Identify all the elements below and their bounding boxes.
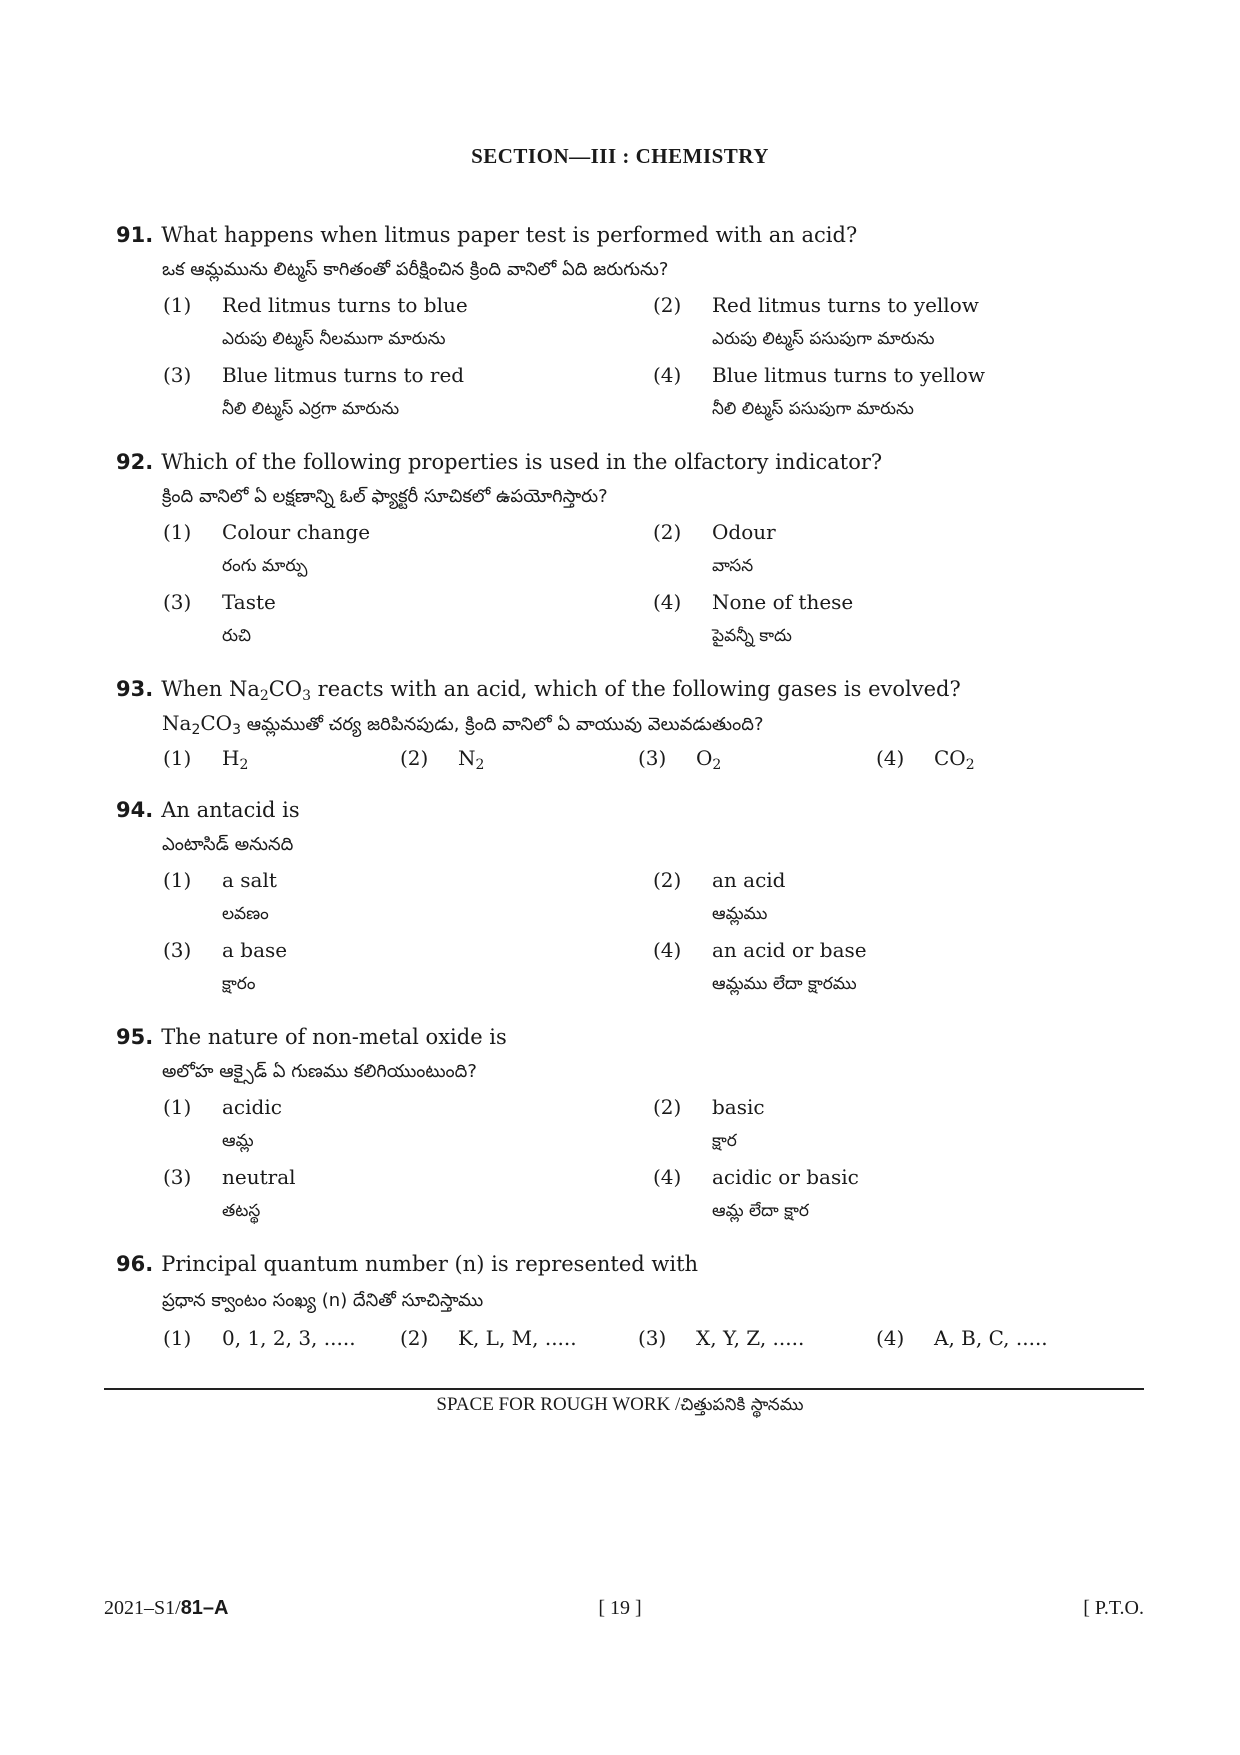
question-text: Which of the following properties is used in the olfactory indicator? bbox=[161, 450, 883, 474]
option-3-number: (3) bbox=[638, 1326, 667, 1350]
question-text-telugu: క్రింది వానిలో ఏ లక్షణాన్ని ఓల్ ఫ్యాక్టరీ సూచికలో ఉపయోగిస్తారు? bbox=[162, 486, 608, 507]
pto-label: [ P.T.O. bbox=[1083, 1597, 1144, 1619]
option-1-text: $H_2$ bbox=[222, 746, 249, 773]
option-4-number: (4) bbox=[876, 746, 905, 770]
question-text-telugu: ప్రధాన క్వాంటం సంఖ్య (n) దేనితో సూచిస్తాము bbox=[162, 1290, 484, 1311]
page-number: [ 19 ] bbox=[598, 1597, 642, 1619]
option-1-text: 0, 1, 2, 3, ..... bbox=[222, 1326, 356, 1350]
section-title: SECTION—III : CHEMISTRY bbox=[471, 144, 769, 168]
question-91: 91. What happens when litmus paper test is performed with an acid? ఒక ఆమ్లమును లిట్మస్ కాగితంతో పరీక్షించిన క్రింది వానిలో ఏది జరుగును? (1) Red litmus turns to blue ఎరుపు లిట్మస్ నీలముగా మారును (2) Red litmus turns to yellow ఎరుపు లిట్మస్ పసుపుగా మారును (3) Blue litmus turns to red నీలి లిట్మస్ ఎర్రగా మారును (4) Blue litmus turns to yellow నీలి లిట్మస్ పసుపుగా మారును bbox=[116, 218, 1116, 428]
question-number: 95. bbox=[116, 1025, 154, 1049]
option-3-text: $O_2$ bbox=[696, 746, 722, 773]
option-4-text: $CO_2$ bbox=[934, 746, 975, 773]
question-number: 91. bbox=[116, 223, 154, 247]
question-text-telugu: ఒక ఆమ్లమును లిట్మస్ కాగితంతో పరీక్షించిన క్రింది వానిలో ఏది జరుగును? bbox=[162, 259, 669, 280]
question-95: 95. The nature of non-metal oxide is అలోహ ఆక్సైడ్ ఏ గుణము కలిగియుంటుంది? (1) acidic ఆమ్ల (2) basic క్షార (3) neutral తటస్థ (4) acidic or basic ఆమ్ల లేదా క్షార bbox=[116, 1020, 1116, 1230]
paper-code: 2021–S1/81–A bbox=[104, 1597, 229, 1619]
question-text: The nature of non-metal oxide is bbox=[161, 1025, 507, 1049]
option-4-number: (4) bbox=[876, 1326, 905, 1350]
option-2-number: (2) bbox=[400, 746, 429, 770]
question-text: What happens when litmus paper test is performed with an acid? bbox=[161, 223, 858, 247]
divider-line bbox=[104, 1388, 1144, 1390]
question-text: When $Na_2CO_3$ reacts with an acid, which of the following gases is evolved? bbox=[161, 677, 961, 704]
option-2-number: (2) bbox=[400, 1326, 429, 1350]
rough-work-label: SPACE FOR ROUGH WORK /చిత్తుపనికి స్థానము bbox=[436, 1394, 804, 1415]
question-text-telugu: అలోహ ఆక్సైడ్ ఏ గుణము కలిగియుంటుంది? bbox=[162, 1061, 477, 1082]
question-93 bbox=[116, 672, 1116, 776]
question-text: An antacid is bbox=[161, 798, 300, 822]
option-1-number: (1) bbox=[163, 746, 192, 770]
option-4-text: A, B, C, ..... bbox=[934, 1326, 1048, 1350]
question-94: 94. An antacid is ఎంటాసిడ్ అనునది (1) a salt లవణం (2) an acid ఆమ్లము (3) a base క్షారం (4) an acid or base ఆమ్లము లేదా క్షారము bbox=[116, 793, 1116, 1003]
option-2-text: $N_2$ bbox=[458, 746, 485, 773]
question-text-telugu: ఎంటాసిడ్ అనునది bbox=[162, 834, 294, 855]
options-row bbox=[116, 1320, 1116, 1356]
question-text-telugu: $Na_2CO_3$ ఆమ్లముతో చర్య జరిపినపుడు, క్రింది వానిలో ఏ వాయువు వెలువడుతుంది? bbox=[162, 711, 764, 738]
option-3-text: X, Y, Z, ..... bbox=[696, 1326, 805, 1350]
question-96 bbox=[116, 1247, 1116, 1356]
option-2-text: K, L, M, ..... bbox=[458, 1326, 577, 1350]
question-number: 92. bbox=[116, 450, 154, 474]
question-number: 94. bbox=[116, 798, 154, 822]
question-92: 92. Which of the following properties is used in the olfactory indicator? క్రింది వానిలో ఏ లక్షణాన్ని ఓల్ ఫ్యాక్టరీ సూచికలో ఉపయోగిస్తారు? (1) Colour change రంగు మార్పు (2) Odour వాసన (3) Taste రుచి (4) None of these పైవన్నీ కాదు bbox=[116, 445, 1116, 655]
question-text: Principal quantum number (n) is represented with bbox=[161, 1252, 699, 1276]
option-3-number: (3) bbox=[638, 746, 667, 770]
question-number: 96. bbox=[116, 1252, 154, 1276]
option-1-number: (1) bbox=[163, 1326, 192, 1350]
options-row bbox=[116, 740, 1116, 776]
question-number: 93. bbox=[116, 677, 154, 701]
